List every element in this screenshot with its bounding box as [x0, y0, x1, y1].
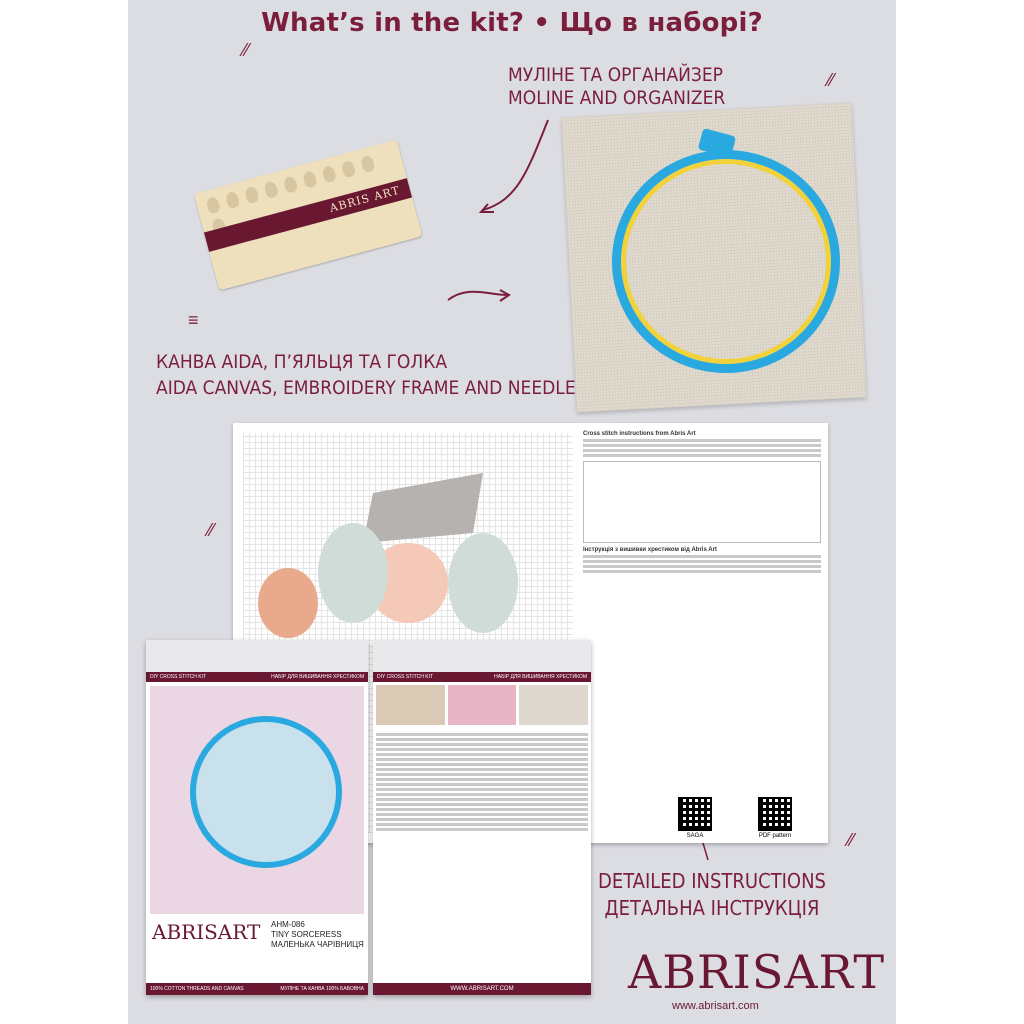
qr-pdf: PDF pattern	[758, 797, 792, 839]
left-margin	[0, 0, 128, 1024]
right-margin	[896, 0, 1024, 1024]
kit-front-package	[146, 640, 368, 995]
kit-contents-panel	[128, 0, 896, 1024]
package-header: DIY CROSS STITCH KIT НАБІР ДЛЯ ВИШИВАННЯ ХРЕСТИКОМ	[373, 672, 591, 682]
instructions-label-en: DETAILED INSTRUCTIONS	[598, 869, 826, 893]
aida-label-en: AIDA CANVAS, EMBROIDERY FRAME AND NEEDLE	[156, 376, 576, 399]
wing-shape	[318, 523, 388, 623]
moline-label-en: MOLINE AND ORGANIZER	[508, 86, 726, 109]
package-header: DIY CROSS STITCH KIT НАБІР ДЛЯ ВИШИВАННЯ ХРЕСТИКОМ	[146, 672, 368, 682]
accent-marks-icon: ⁄⁄	[208, 520, 215, 540]
package-text-columns	[373, 728, 591, 836]
kit-cover-image	[150, 686, 364, 914]
qr-code-icon	[678, 797, 712, 831]
stitch-diagrams	[583, 461, 821, 543]
arrow-to-canvas	[448, 292, 508, 300]
instructions-label-ua: ДЕТАЛЬНА ІНСТРУКЦІЯ	[604, 896, 820, 920]
aida-label	[156, 350, 576, 401]
package-hanger	[373, 640, 591, 672]
cover-hoop	[190, 716, 342, 868]
instructions-title-en: Cross stitch instructions from Abris Art	[583, 431, 696, 437]
package-site: WWW.ABRISART.COM	[373, 983, 591, 995]
qr-code-icon	[758, 797, 792, 831]
accent-marks-icon: ≡	[188, 310, 199, 330]
butterfly-shape	[258, 568, 318, 638]
kit-back-package	[373, 640, 591, 995]
accent-marks-icon: ⁄⁄	[848, 830, 855, 850]
embroidery-hoop	[612, 150, 840, 373]
wing-shape	[448, 533, 518, 633]
package-title: AHM-086 TINY SORCERESS МАЛЕНЬКА ЧАРІВНИЦЯ	[271, 920, 364, 949]
page-title: What’s in the kit? • Що в наборі?	[261, 8, 763, 38]
brand-url: www.abrisart.com	[672, 1000, 759, 1012]
moline-label-ua: МУЛІНЕ ТА ОРГАНАЙЗЕР	[508, 64, 723, 86]
brand-logo: ABRISART	[628, 945, 886, 999]
hat-shape	[363, 473, 483, 543]
accent-marks-icon: ⁄⁄	[243, 40, 250, 60]
qr-saga: SAGA	[678, 797, 712, 839]
arrow-to-organizer	[483, 120, 548, 210]
instructions-label	[598, 868, 826, 922]
package-footer: 100% COTTON THREADS AND CANVAS МУЛІНЕ ТА КАНВА 100% БАВОВНА	[146, 983, 368, 995]
aida-label-ua: КАНВА AIDA, П’ЯЛЬЦЯ ТА ГОЛКА	[156, 351, 448, 373]
package-brand: ABRISART	[152, 920, 261, 944]
instructions-column	[583, 429, 821, 839]
organizer-brand: ABRIS ART	[328, 183, 402, 215]
instructions-title-ua: Інструкція з вишивки хрестиком від Abris Art	[583, 547, 717, 553]
kit-photos	[373, 682, 591, 728]
package-hanger	[146, 640, 368, 672]
accent-marks-icon: ⁄⁄	[828, 70, 835, 90]
